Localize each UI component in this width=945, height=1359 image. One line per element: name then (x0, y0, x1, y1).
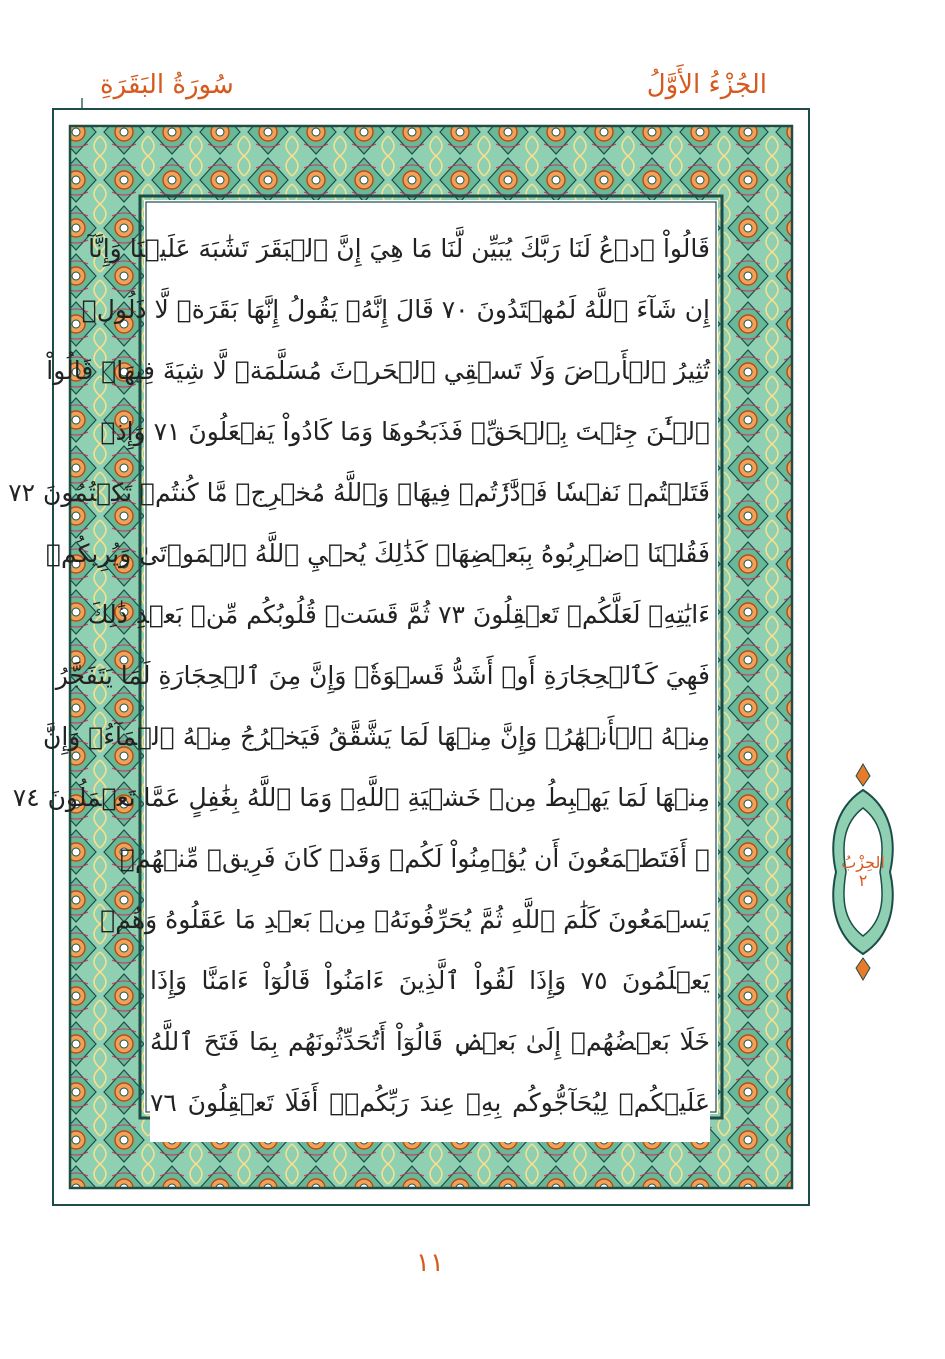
text-line: ءَايَٰتِهِۦ لَعَلَّكُمۡ تَعۡقِلُونَ ٧٣ ثُمَّ قَسَتۡ قُلُوبُكُم مِّنۢ بَعۡدِ ذَٰلِكَ (88, 600, 710, 629)
text-line: تُثِيرُ ٱلۡأَرۡضَ وَلَا تَسۡقِي ٱلۡحَرۡثَ مُسَلَّمَةٞ لَّا شِيَةَ فِيهَاۚ قَالُواْ (46, 356, 710, 385)
text-line: إِن شَآءَ ٱللَّهُ لَمُهۡتَدُونَ ٧٠ قَالَ إِنَّهُۥ يَقُولُ إِنَّهَا بَقَرَةٞ لَّا ذَلُولٞ (81, 295, 710, 324)
text-line: مِنۡهَا لَمَا يَهۡبِطُ مِنۡ خَشۡيَةِ ٱللَّهِۗ وَمَا ٱللَّهُ بِغَٰفِلٍ عَمَّا تَعۡمَلُونَ ٧٤ (12, 783, 710, 812)
text-line: فَقُلۡنَا ٱضۡرِبُوهُ بِبَعۡضِهَاۚ كَذَٰلِكَ يُحۡيِ ٱللَّهُ ٱلۡمَوۡتَىٰ وَيُرِيكُمۡ (45, 539, 710, 568)
text-line: ۞ أَفَتَطۡمَعُونَ أَن يُؤۡمِنُواْ لَكُمۡ وَقَدۡ كَانَ فَرِيقٞ مِّنۡهُمۡ (119, 844, 710, 873)
text-line: يَسۡمَعُونَ كَلَٰمَ ٱللَّهِ ثُمَّ يُحَرِّفُونَهُۥ مِنۢ بَعۡدِ مَا عَقَلُوهُ وَهُمۡ (100, 905, 710, 934)
text-line: فَهِيَ كَٱلۡحِجَارَةِ أَوۡ أَشَدُّ قَسۡوَةٗۚ وَإِنَّ مِنَ ٱلۡحِجَارَةِ لَمَا يَتَفَجَّرُ (55, 661, 710, 690)
text-line: مِنۡهُ ٱلۡأَنۡهَٰرُۚ وَإِنَّ مِنۡهَا لَمَا يَشَّقَّقُ فَيَخۡرُجُ مِنۡهُ ٱلۡمَآءُۚ وَإِنَّ (42, 722, 710, 751)
hizb-number: ٢ (858, 871, 868, 890)
text-line: يَعۡلَمُونَ ٧٥ وَإِذَا لَقُواْ ٱلَّذِينَ ءَامَنُواْ قَالُوٓاْ ءَامَنَّا وَإِذَا (150, 966, 710, 995)
quran-text-area (8, 220, 710, 1142)
hizb-marker (826, 762, 900, 982)
juz-name: الجُزْءُ الأَوَّلُ (646, 70, 767, 100)
text-line: ٱلۡـَٰٔنَ جِئۡتَ بِٱلۡحَقِّۚ فَذَبَحُوهَا وَمَا كَادُواْ يَفۡعَلُونَ ٧١ وَإِذۡ (100, 417, 710, 446)
page-number: ١١ (416, 1248, 444, 1278)
surah-name: سُورَةُ البَقَرَةِ (100, 70, 234, 100)
hizb-label: الحِزْبُ (841, 853, 885, 872)
text-line: قَتَلۡتُمۡ نَفۡسٗا فَٱدَّٰرَٰٔتُمۡ فِيهَاۖ وَٱللَّهُ مُخۡرِجٞ مَّا كُنتُمۡ تَكۡتُمُونَ ٧٢ (8, 478, 710, 507)
text-line: خَلَا بَعۡضُهُمۡ إِلَىٰ بَعۡضٖ قَالُوٓاْ أَتُحَدِّثُونَهُم بِمَا فَتَحَ ٱللَّهُ (150, 1027, 710, 1056)
text-line: قَالُواْ ٱدۡعُ لَنَا رَبَّكَ يُبَيِّن لَّنَا مَا هِيَ إِنَّ ٱلۡبَقَرَ تَشَٰبَهَ عَلَيۡنَا وَإِنَّآ (88, 234, 710, 263)
text-line: عَلَيۡكُمۡ لِيُحَآجُّوكُم بِهِۦ عِندَ رَبِّكُمۡۚ أَفَلَا تَعۡقِلُونَ ٧٦ (150, 1088, 710, 1117)
